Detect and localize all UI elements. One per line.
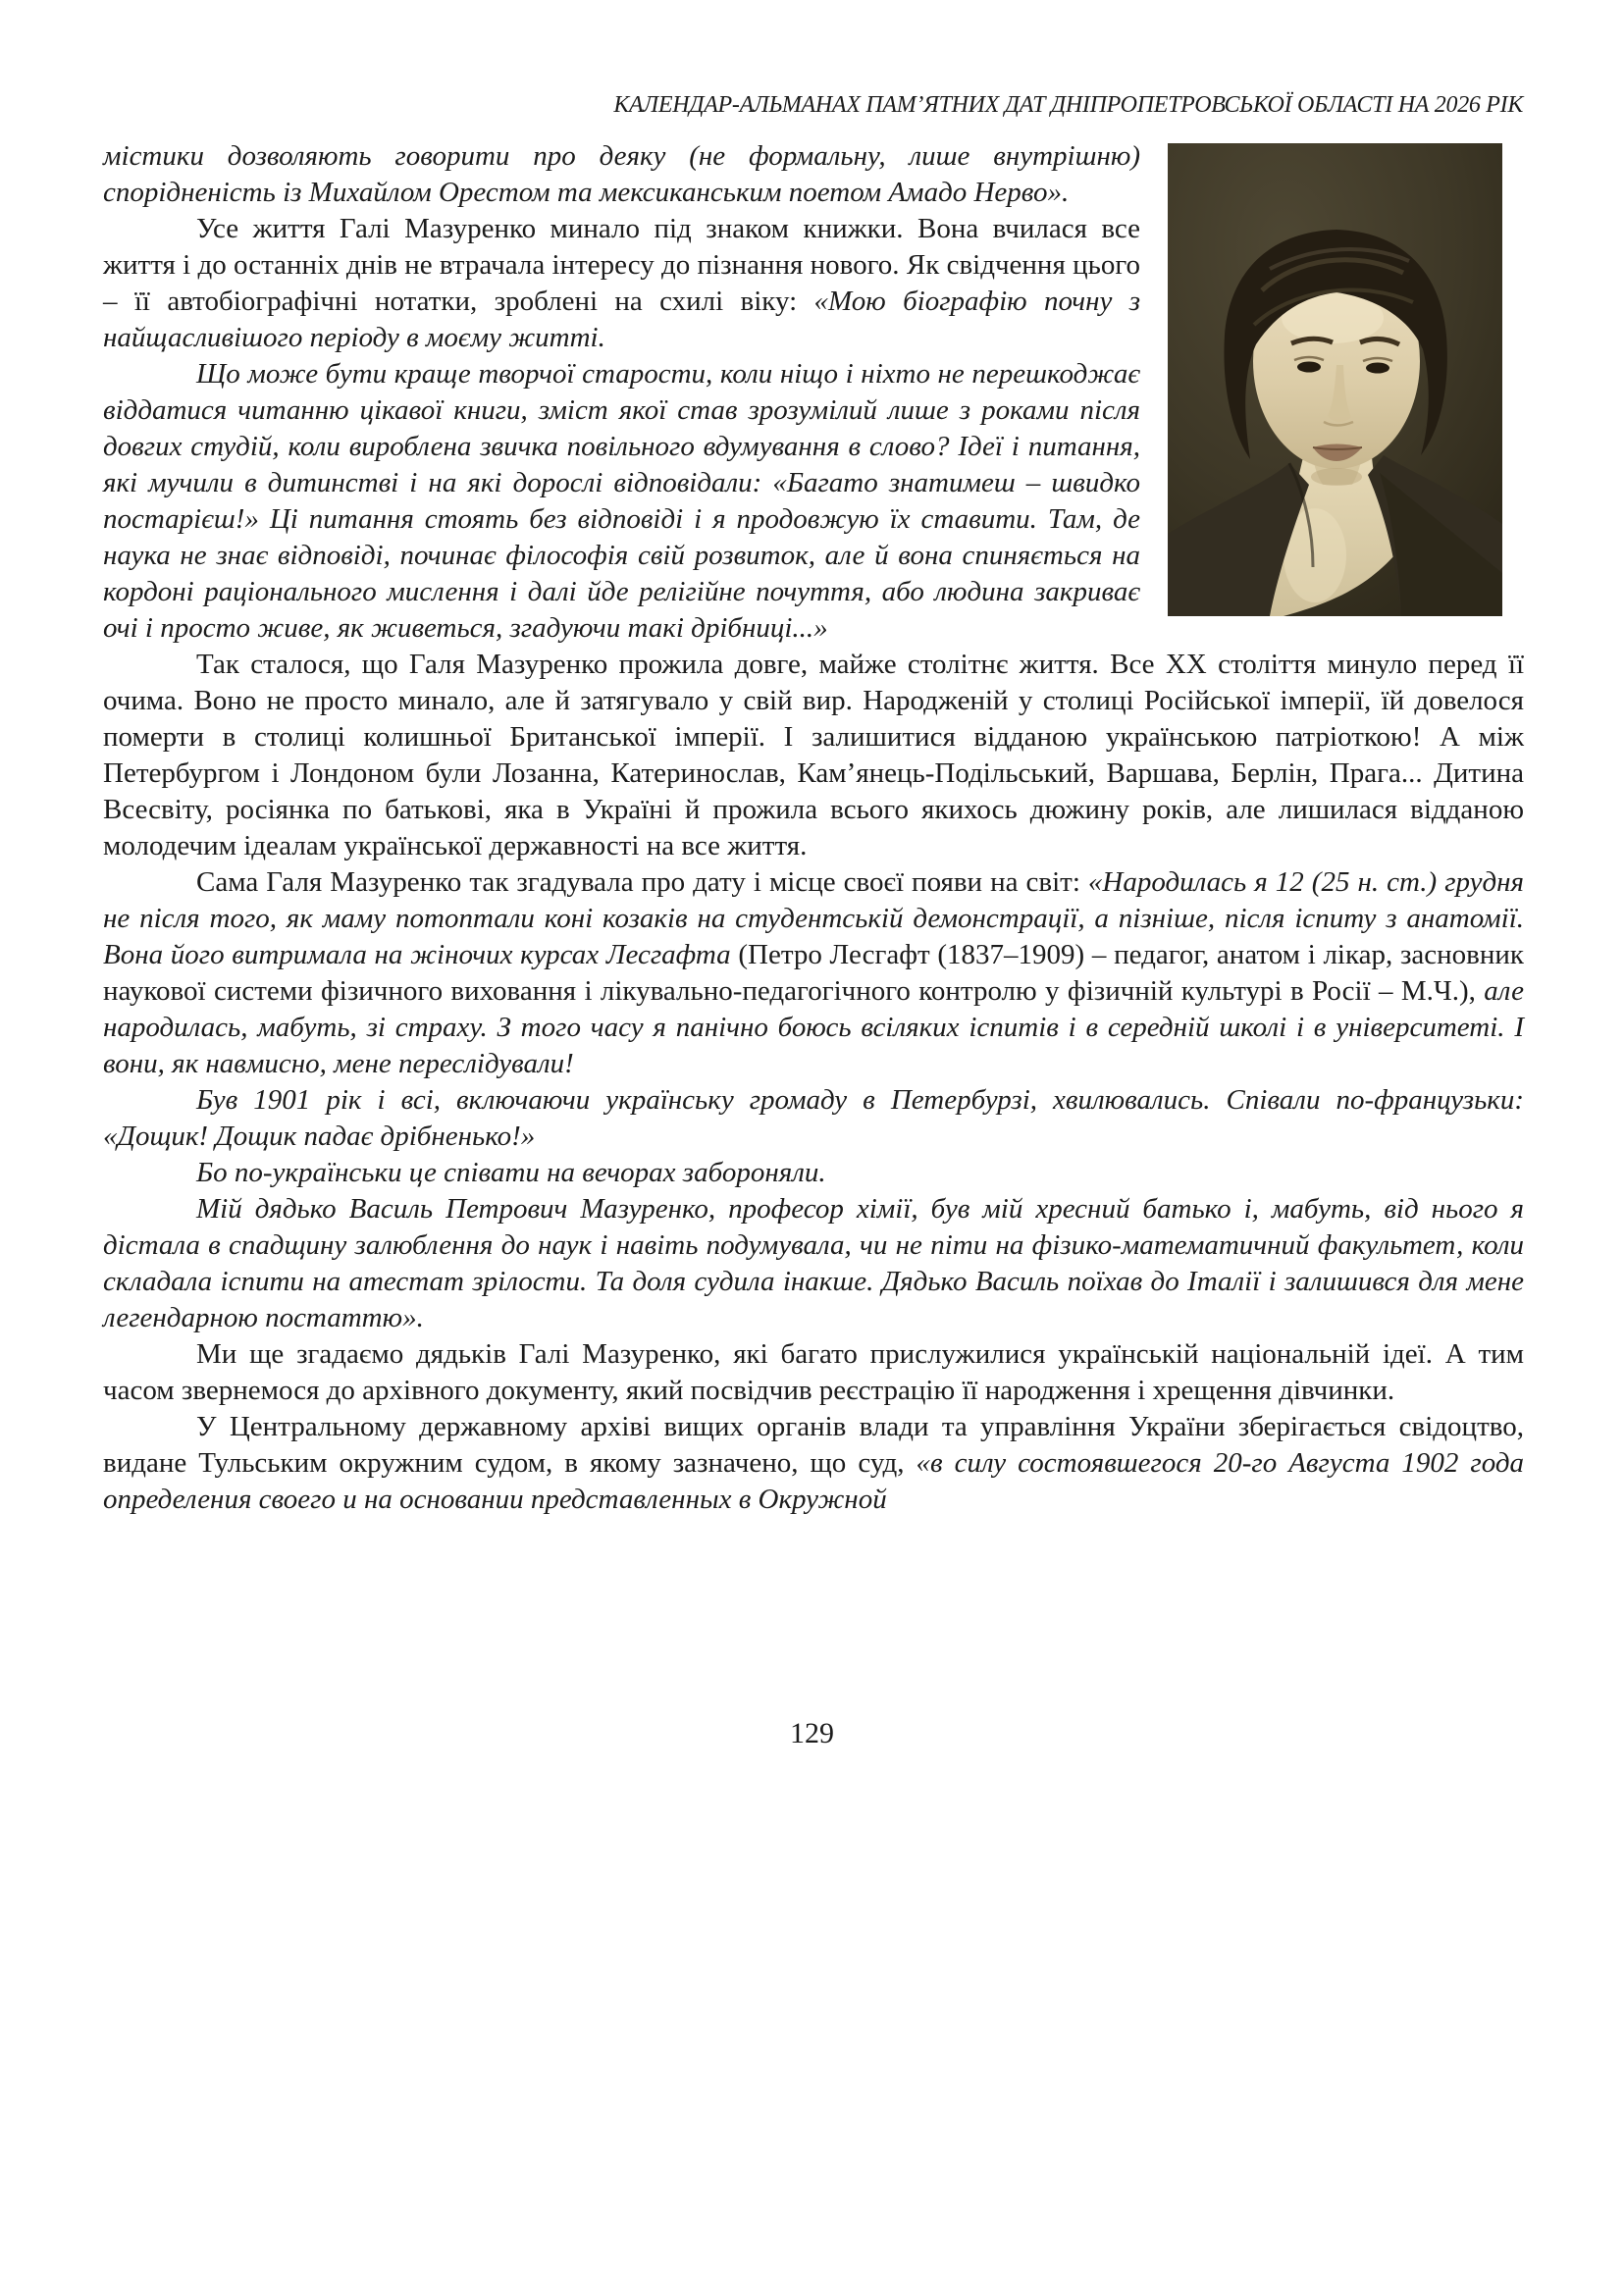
paragraph-text: Сама Галя Мазуренко так згадувала про дату і місце своєї появи на світ: (196, 866, 1088, 898)
paragraph-4 (103, 647, 1524, 864)
paragraph-text: У Центральному державному архіві вищих органів влади та управління України зберігається свідоцтво, видане Тульським окружним судом, в якому зазначено, що суд, (103, 1411, 1524, 1479)
paragraph-8 (103, 1191, 1524, 1336)
photo-eye-left (1297, 362, 1321, 373)
portrait-photo-illustration (1168, 143, 1502, 616)
paragraph-text: Ми ще згадаємо дядьків Галі Мазуренко, які багато прислужилися українській національній ідеї. А тим часом звернемося до архівного документу, який посвідчив реєстрацію її народження і хрещення дівчинки. (103, 1338, 1524, 1406)
paragraph-text: але народилась, мабуть, зі страху. З того часу я панічно боюсь всіляких іспитів і в середній школі і в університеті. І вони, як навмисно, мене переслідували! (103, 975, 1524, 1079)
photo-chin-shade (1311, 468, 1362, 486)
photo-eye-right (1366, 363, 1389, 374)
paragraph-text: містики дозволяють говорити про деяку (не формальну, лише внутрішню) спорідненість із Михайлом Орестом та мексиканським поетом Амадо Нерво». (103, 140, 1140, 208)
paragraph-text: «Народилась я 12 (25 н. ст.) грудня не після того, як маму потоптали коні козаків на студентській демонстрації, а пізніше, після іспиту з анатомії. Вона його витримала на жіночих курсах Лесгафта (103, 866, 1525, 970)
paragraph-text: Усе життя Галі Мазуренко минало під знаком книжки. Вона вчилася все життя і до останніх днів не втрачала інтересу до пізнання нового. Як свідчення цього – її автобіографічні нотатки, зроблені на схилі віку: (103, 213, 1140, 317)
running-head: КАЛЕНДАР-АЛЬМАНАХ ПАМ’ЯТНИХ ДАТ ДНІПРОПЕТРОВСЬКОЇ ОБЛАСТІ НА 2026 РІК (613, 92, 1523, 118)
paragraph-text: Бо по-українськи це співати на вечорах забороняли. (196, 1157, 826, 1188)
paragraph-7 (103, 1155, 1524, 1191)
paragraph-text: (Петро Лесгафт (1837–1909) – педагог, анатом і лікар, засновник наукової системи фізичного виховання і лікувально-педагогічного контролю у фізичній культурі в Росії – М.Ч.), (103, 939, 1524, 1007)
paragraph-text: «в силу состоявшегося 20-го Августа 1902 года определения своего и на основании представленных в Окружной (103, 1447, 1525, 1515)
paragraph-text: Що може бути краще творчої старости, коли ніщо і ніхто не перешкоджає віддатися читанню цікавої книги, зміст якої став зрозумілий лише з роками після довгих студій, коли вироблена звичка повільного вдумування в слово? Ідеї і питання, які мучили в дитинстві і на які дорослі відповідали: «Багато знатимеш – швидко постарієш!» Ці питання стоять без відповіді і я продовжую їх ставити. Там, де наука не знає відповіді, починає філософія свій розвиток, але й вона спиняється на кордоні раціонального мислення і далі йде релігійне почуття, або людина закриває очі і просто живе, як живеться, згадуючи такі дрібниці...» (103, 358, 1140, 644)
paragraph-text: Так сталося, що Галя Мазуренко прожила довге, майже столітнє життя. Все XX століття минуло перед її очима. Воно не просто минало, але й затягувало у свій вир. Народженій у столиці Російської імперії, їй довелося померти в столиці колишньої Британської імперії. І залишитися відданою українською патріоткою! А між Петербургом і Лондоном були Лозанна, Катеринослав, Кам’янець-Подільський, Варшава, Берлін, Прага... Дитина Всесвіту, росіянка по батькові, яка в Україні й прожила всього якихось дюжину років, але лишилася відданою молодечим ідеалам української державності на все життя. (103, 649, 1524, 861)
paragraph-text: «Мою біографію почну з найщасливішого періоду в моєму житті. (103, 286, 1141, 353)
paragraph-5 (103, 864, 1524, 1082)
paragraph-text: Був 1901 рік і всі, включаючи українську громаду в Петербурзі, хвилювались. Співали по-французьки: «Дощик! Дощик падає дрібненько!» (103, 1084, 1524, 1152)
paragraph-text: Мій дядько Василь Петрович Мазуренко, професор хімії, був мій хресний батько і, мабуть, від нього я дістала в спадщину залюблення до наук і навіть подумувала, чи не піти на фізико-математичний факультет, коли складала іспити на атестат зрілости. Та доля судила інакше. Дядько Василь поїхав до Італії і залишився для мене легендарною постаттю». (103, 1193, 1524, 1333)
paragraph-6 (103, 1082, 1524, 1155)
paragraph-9 (103, 1336, 1524, 1409)
portrait-photo (1168, 143, 1502, 616)
paragraph-10 (103, 1409, 1524, 1518)
article-body (103, 138, 1524, 1518)
page-number: 129 (790, 1717, 834, 1749)
